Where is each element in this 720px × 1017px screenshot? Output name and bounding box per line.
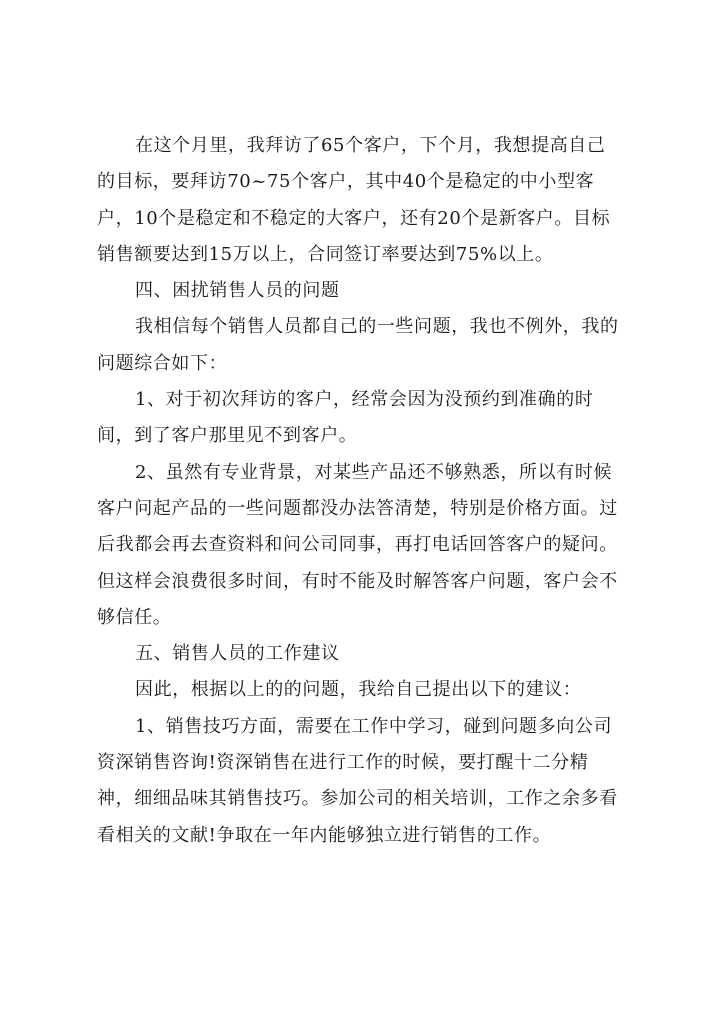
text-line: 1、对于初次拜访的客户，经常会因为没预约到准确的时: [135, 389, 594, 411]
text-line: 资深销售咨询!资深销售在进行工作的时候，要打醒十二分精: [97, 752, 589, 774]
text-line: 但这样会浪费很多时间，有时不能及时解答客户问题，客户会不: [97, 570, 618, 592]
heading-line: 四、困扰销售人员的问题: [135, 280, 340, 302]
text-line: 2、虽然有专业背景，对某些产品还不够熟悉，所以有时候: [135, 461, 613, 483]
section-heading-problems: [97, 273, 642, 309]
text-line: 因此，根据以上的的问题，我给自己提出以下的建议：: [135, 679, 582, 701]
paragraph-problem-1: [97, 382, 642, 455]
section-heading-suggestions: [97, 636, 642, 672]
heading-line: 五、销售人员的工作建议: [135, 643, 340, 665]
text-line: 我相信每个销售人员都自己的一些问题，我也不例外，我的: [135, 316, 619, 338]
paragraph-problem-2: [97, 455, 642, 636]
text-line: 间，到了客户那里见不到客户。: [97, 425, 358, 447]
text-line: 神，细细品味其销售技巧。参加公司的相关培训，工作之余多看: [97, 788, 618, 810]
text-line: 的目标，要拜访70~75个客户，其中40个是稳定的中小型客: [97, 171, 595, 193]
text-line: 销售额要达到15万以上，合同签订率要达到75%以上。: [97, 243, 554, 265]
text-line: 后我都会再去查资料和问公司同事，再打电话回答客户的疑问。: [97, 534, 618, 556]
paragraph-suggestions-intro: [97, 672, 642, 708]
paragraph-suggestion-1: [97, 709, 642, 854]
text-line: 够信任。: [97, 606, 172, 628]
paragraph-problems-intro: [97, 309, 642, 382]
text-line: 1、销售技巧方面，需要在工作中学习，碰到问题多向公司: [135, 715, 613, 737]
paragraph-monthly-targets: [97, 128, 642, 273]
text-line: 户，10个是稳定和不稳定的大客户，还有20个是新客户。目标: [97, 207, 611, 229]
text-line: 客户问起产品的一些问题都没办法答清楚，特别是价格方面。过: [97, 497, 618, 519]
text-line: 看相关的文献!争取在一年内能够独立进行销售的工作。: [97, 824, 552, 846]
text-line: 问题综合如下：: [97, 352, 228, 374]
text-line: 在这个月里，我拜访了65个客户，下个月，我想提高自己: [135, 135, 606, 156]
document-body: [97, 128, 642, 854]
